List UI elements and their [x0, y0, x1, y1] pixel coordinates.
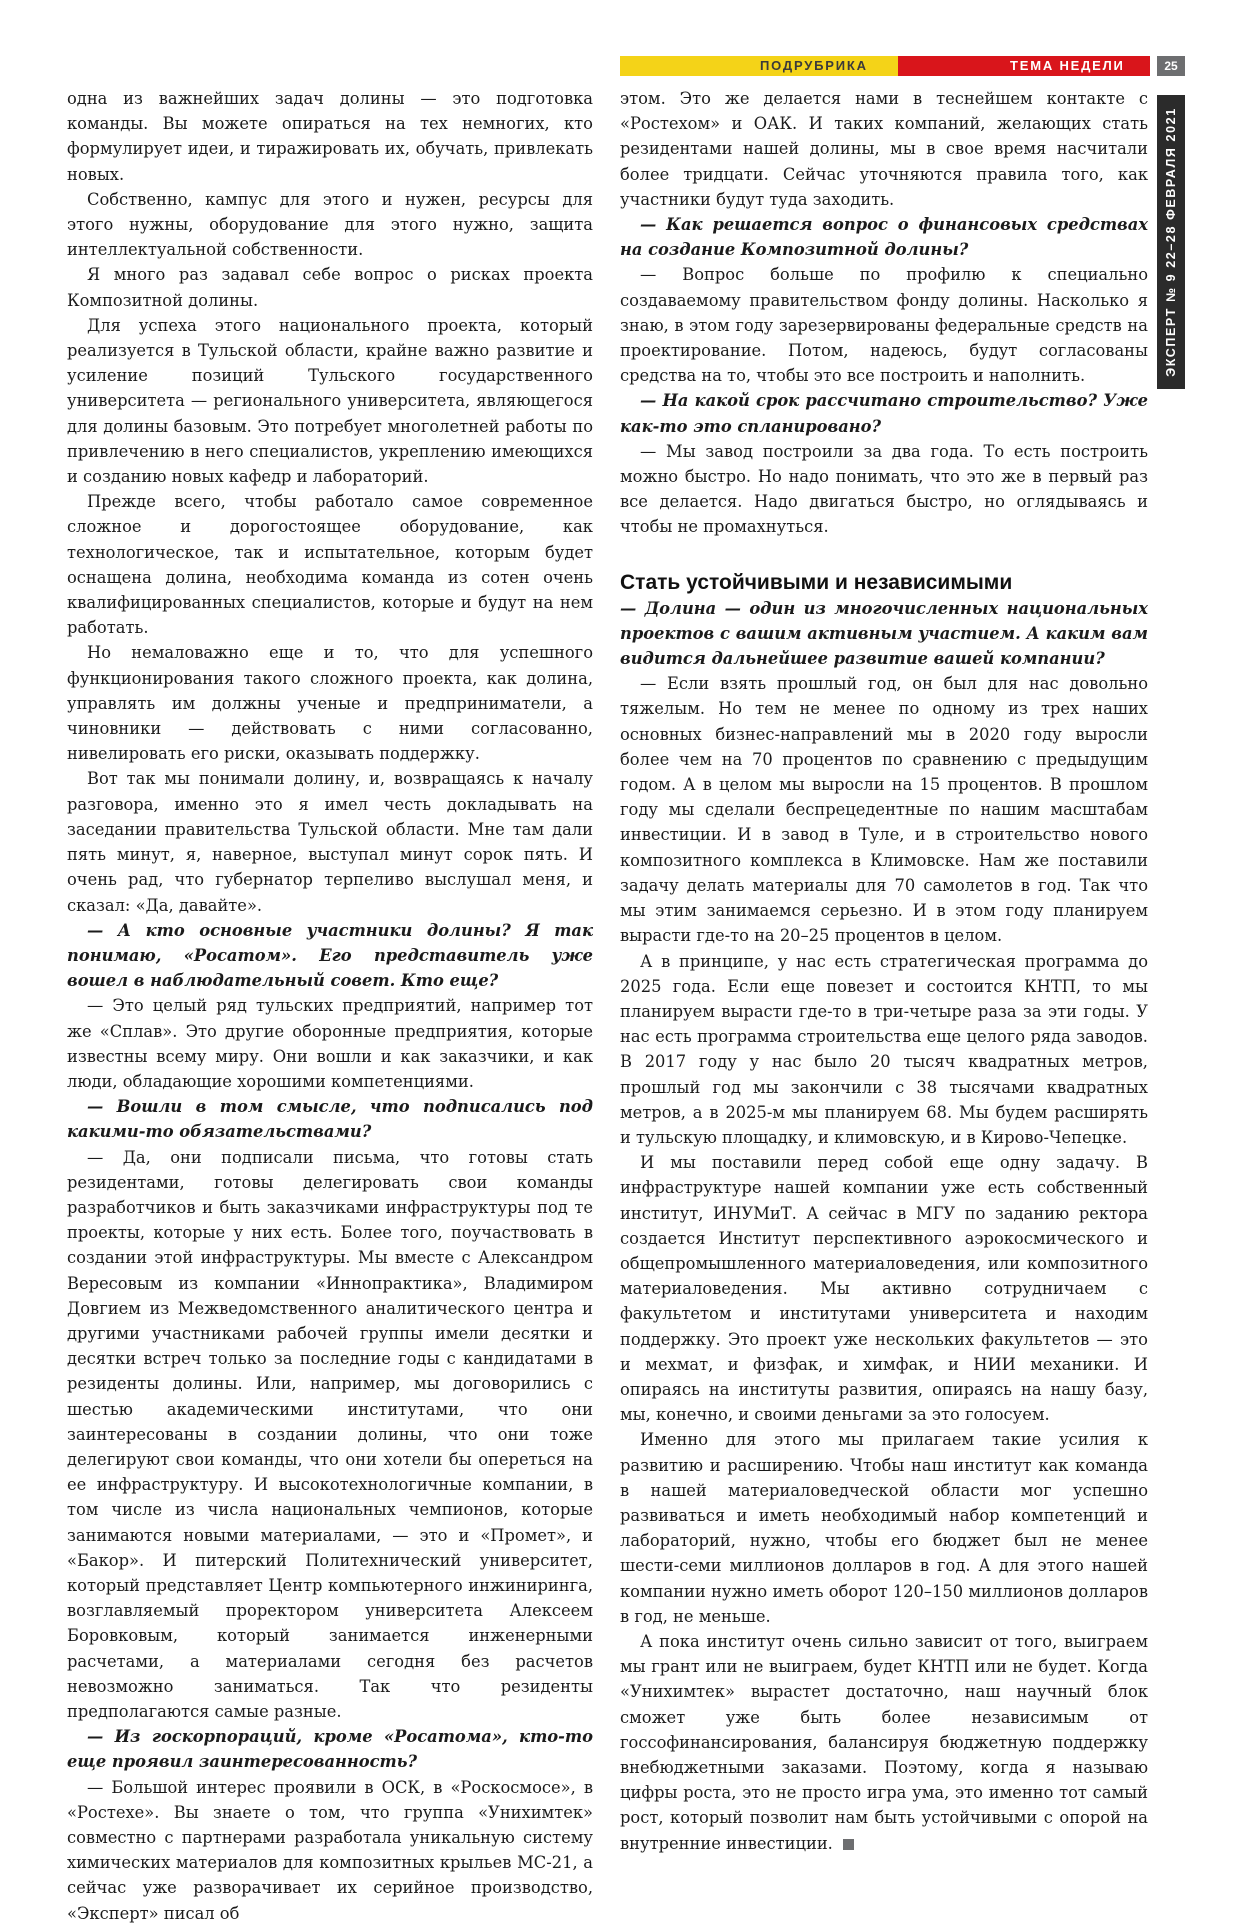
theme-label: ТЕМА НЕДЕЛИ — [1010, 58, 1125, 73]
paragraph: Прежде всего, чтобы работало самое современное сложное и дорогостоящее оборудование, как технологическое, так и испытательное, которым будет оснащена долина, необходима команда из сотен очень квалифицированных специалистов, которые и будут на нем работать. — [67, 492, 593, 638]
right-column — [620, 86, 1148, 1856]
interview-answer: — Большой интерес проявили в ОСК, в «Роскосмосе», в «Ростехе». Вы знаете о том, что группа «Унихимтек» совместно с партнерами разработала уникальную систему химических материалов для композитных крыльев МС-21, а сейчас уже разворачивает их серийное производство, «Эксперт» писал об — [67, 1777, 593, 1923]
interview-answer: — Мы завод построили за два года. То есть построить можно быстро. Но надо понимать, что это же в первый раз все делается. Надо двигаться быстро, но оглядываясь и чтобы не промахнуться. — [620, 441, 1148, 537]
interview-question: — А кто основные участники долины? Я так понимаю, «Росатом». Его представитель уже вошел в наблюдательный совет. Кто еще? — [67, 920, 593, 991]
paragraph-text: А пока институт очень сильно зависит от того, выиграем мы грант или не выиграем, будет КНТП или не будет. Когда «Унихимтек» вырастет достаточно, наш научный блок сможет уже быть более независимым от госсофинансирования, балансируя бюджетную поддержку внебюджетными заказами. Поэтому, когда я называю цифры роста, это не просто игра ума, это именно тот самый рост, который позволит нам быть устойчивыми с опорой на внутренние инвестиции. — [620, 1631, 1148, 1853]
paragraph: Именно для этого мы прилагаем такие усилия к развитию и расширению. Чтобы наш институт как команда в нашей материаловедческой области мог успешно развиваться и иметь необходимый набор компетенций и лабораторий, нужно, чтобы его бюджет был не менее шести-семи миллионов долларов в год. А для этого нашей компании нужно иметь оборот 120–150 миллионов долларов в год, не меньше. — [620, 1430, 1148, 1626]
paragraph: Вот так мы понимали долину, и, возвращаясь к началу разговора, именно это я имел честь докладывать на заседании правительства Тульской области. Мне там дали пять минут, я, наверное, выступал минут сорок пять. И очень рад, что губернатор терпеливо выслушал меня, и сказал: «Да, давайте». — [67, 769, 593, 915]
masthead-issue-info: ЭКСПЕРТ № 9 22–28 ФЕВРАЛЯ 2021 — [1164, 107, 1178, 377]
interview-answer: — Вопрос больше по профилю к специально создаваемому правительством фонду долины. Насколько я знаю, в этом году зарезервированы федеральные средств на проектирование. Потом, надеюсь, будут согласованы средства на то, чтобы это все построить и наполнить. — [620, 265, 1148, 386]
interview-question: — Вошли в том смысле, что подписались под какими-то обязательствами? — [67, 1097, 593, 1142]
interview-question: — Из госкорпораций, кроме «Росатома», кто-то еще проявил заинтересованность? — [67, 1727, 593, 1772]
paragraph: И мы поставили перед собой еще одну задачу. В инфраструктуре нашей компании уже есть собственный институт, ИНУМиТ. А сейчас в МГУ по заданию ректора создается Институт перспективного аэрокосмического и общепромышленного материаловедения, или композитного материаловедения. Мы активно сотрудничаем с факультетом и институтами университета и находим поддержку. Это проект уже нескольких факультетов — это и мехмат, и физфак, и химфак, и НИИ механики. И опираясь на институты развития, опираясь на нашу базу, мы, конечно, и своими деньгами за это голосуем. — [620, 1153, 1148, 1425]
page-number: 25 — [1157, 56, 1185, 76]
paragraph: Я много раз задавал себе вопрос о рисках проекта Композитной долины. — [67, 265, 593, 310]
interview-question: — На какой срок рассчитано строительство? Уже как-то это спланировано? — [620, 391, 1148, 436]
interview-question: — Как решается вопрос о финансовых средствах на создание Композитной долины? — [620, 215, 1148, 260]
paragraph: Собственно, кампус для этого и нужен, ресурсы для этого нужны, оборудование для этого нужно, защита интеллектуальной собственности. — [67, 189, 593, 260]
section-heading: Стать устойчивыми и независимыми — [620, 570, 1013, 594]
end-of-article-mark — [843, 1839, 854, 1850]
interview-answer: — Если взять прошлый год, он был для нас довольно тяжелым. Но тем не менее по одному из трех наших основных бизнес-направлений мы в 2020 году выросли более чем на 70 процентов по сравнению с предыдущим годом. А в целом мы выросли на 15 процентов. В прошлом году мы сделали беспрецедентные по нашим масштабам инвестиции. И в завод в Туле, и в строительство нового композитного комплекса в Климовске. Нам же поставили задачу делать материалы для 70 самолетов в год. Так что мы этим занимаемся серьезно. И в этом году планируем вырасти где-то на 20–25 процентов в целом. — [620, 674, 1148, 946]
interview-answer: — Это целый ряд тульских предприятий, например тот же «Сплав». Это другие оборонные предприятия, которые известны всему миру. Они вошли и как заказчики, и как люди, обладающие хорошими компетенциями. — [67, 996, 593, 1091]
interview-question: — Долина — один из многочисленных национальных проектов с вашим активным участием. А каким вам видится дальнейшее развитие вашей компании? — [620, 598, 1148, 669]
left-column — [67, 86, 593, 1926]
paragraph — [620, 1629, 1148, 1856]
interview-answer: — Да, они подписали письма, что готовы стать резидентами, готовы делегировать свои команды разработчиков и быть заказчиками инфраструктуры под те проекты, которые у них есть. Более того, поучаствовать в создании этой инфраструктуры. Мы вместе с Александром Вересовым из компании «Иннопрактика», Владимиром Довгием из Межведомственного аналитического центра и другими участниками рабочей группы имели десятки и десятки встреч только за последние годы с кандидатами в резиденты долины. Или, например, мы договорились с шестью академическими институтами, что они заинтересованы в создании долины, что они тоже делегируют свои команды, что они хотели бы опереться на ее инфраструктуру. И высокотехнологичные компании, в том числе из числа национальных чемпионов, которые занимаются новыми материалами, — это и «Промет», и «Бакор». И питерский Политехнический университет, который представляет Центр компьютерного инжиниринга, возглавляемый проректором университета Алексеем Боровковым, который занимается инженерными расчетами, а материалами сегодня без расчетов невозможно заниматься. Так что резиденты предполагаются самые разные. — [67, 1147, 593, 1721]
subrubric-label: ПОДРУБРИКА — [760, 58, 868, 73]
paragraph: одна из важнейших задач долины — это подготовка команды. Вы можете опираться на тех немногих, кто формулирует идеи, и тиражировать их, обучать, привлекать новых. — [67, 89, 593, 184]
paragraph: этом. Это же делается нами в теснейшем контакте с «Ростехом» и ОАК. И таких компаний, желающих стать резидентами нашей долины, мы в свое время насчитали более тридцати. Сейчас уточняются правила того, как участники будут туда заходить. — [620, 89, 1148, 209]
paragraph: А в принципе, у нас есть стратегическая программа до 2025 года. Если еще повезет и состоится КНТП, то мы планируем вырасти где-то в три-четыре раза за эти годы. У нас есть программа строительства еще целого ряда заводов. В 2017 году у нас было 20 тысяч квадратных метров, прошлый год мы закончили с 38 тысячами квадратных метров, а в 2025-м мы планируем 68. Мы будем расширять и тульскую площадку, и климовскую, и в Кирово-Чепецке. — [620, 951, 1148, 1147]
paragraph: Для успеха этого национального проекта, который реализуется в Тульской области, крайне важно развитие и усиление позиций Тульского государственного университета — регионального университета, являющегося для долины базовым. Это потребует многолетней работы по привлечению в него специалистов, укреплению имеющихся и созданию новых кафедр и лабораторий. — [67, 315, 593, 487]
paragraph: Но немаловажно еще и то, что для успешного функционирования такого сложного проекта, как долина, управлять им должны ученые и предприниматели, а чиновники — действовать с ними согласованно, нивелировать его риски, оказывать поддержку. — [67, 643, 593, 764]
